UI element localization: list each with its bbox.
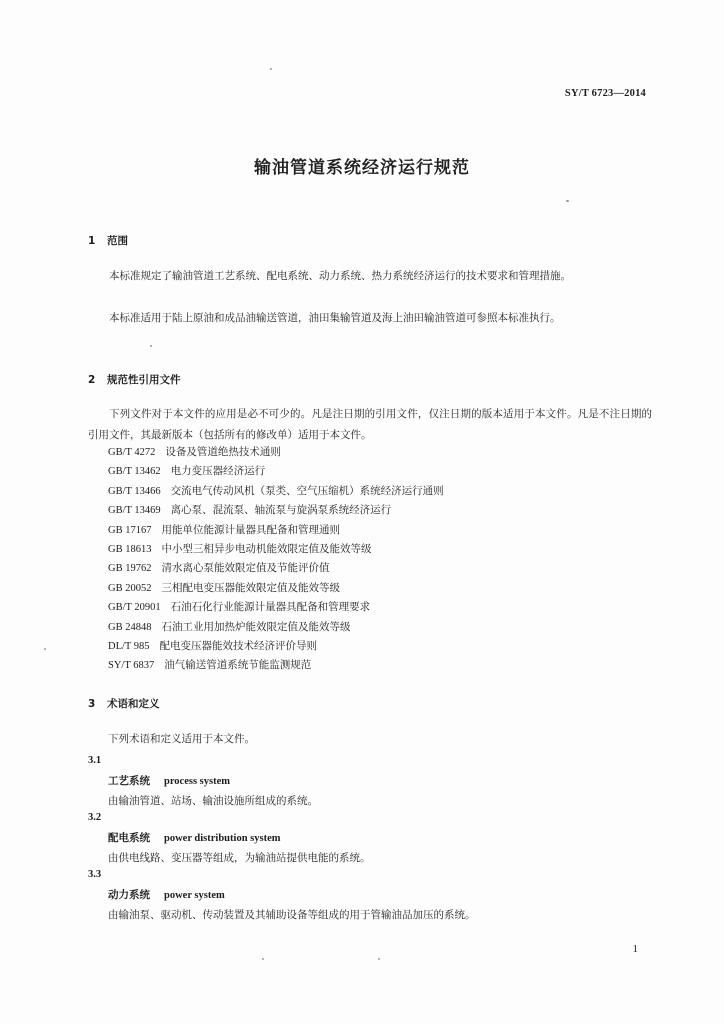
reference-item [108, 598, 444, 617]
reference-title: 油气输送管道系统节能监测规范 [164, 659, 312, 672]
section-title: 规范性引用文件 [107, 374, 181, 386]
reference-code: DL/T 985 [108, 640, 150, 652]
standard-code: SY/T 6723—2014 [564, 88, 646, 99]
section-number: 2 [88, 374, 96, 386]
reference-item [108, 637, 444, 656]
term-name [108, 887, 225, 902]
reference-code: GB 19762 [108, 563, 152, 575]
reference-item [108, 540, 444, 559]
reference-item [108, 656, 444, 675]
reference-title: 石油工业用加热炉能效限定值及能效等级 [161, 620, 351, 633]
reference-code: GB/T 13466 [108, 485, 161, 497]
term-name [108, 830, 280, 845]
reference-title: 中小型三相异步电动机能效限定值及能效等级 [161, 542, 372, 555]
term-name [108, 773, 230, 788]
reference-title: 离心泵、混流泵、轴流泵与旋涡泵系统经济运行 [170, 504, 392, 517]
section-3-heading [88, 696, 160, 711]
document-title: 输油管道系统经济运行规范 [254, 158, 470, 178]
term-name-zh: 工艺系统 [108, 775, 150, 787]
reference-code: GB 18613 [108, 543, 152, 555]
term-definition: 由输油管道、站场、输油设施所组成的系统。 [108, 795, 318, 807]
reference-item [108, 462, 444, 481]
scan-speck [44, 648, 46, 650]
reference-title: 配电变压器能效技术经济评价导则 [159, 639, 318, 652]
page-number: 1 [632, 943, 638, 955]
section-2-heading [88, 372, 181, 387]
section-1-paragraph-1: 本标准规定了输油管道工艺系统、配电系统、动力系统、热力系统经济运行的技术要求和管理措施。 [109, 270, 571, 282]
term-number: 3.3 [88, 869, 102, 880]
section-title: 范围 [107, 235, 128, 247]
scan-speck [262, 958, 264, 960]
term-name-zh: 动力系统 [108, 889, 150, 901]
section-1-heading [88, 233, 128, 248]
scan-speck [270, 68, 272, 70]
reference-code: GB 17167 [108, 524, 152, 536]
section-number: 1 [88, 235, 96, 247]
reference-item [108, 559, 444, 578]
reference-title: 交流电气传动风机（泵类、空气压缩机）系统经济运行通则 [170, 484, 444, 497]
reference-code: GB/T 13469 [108, 505, 161, 517]
reference-code: GB/T 13462 [108, 466, 161, 478]
scan-speck [566, 200, 569, 202]
scan-speck [150, 345, 152, 347]
reference-item [108, 501, 444, 520]
reference-item [108, 579, 444, 598]
reference-title: 清水离心泵能效限定值及节能评价值 [161, 562, 330, 575]
reference-code: SY/T 6837 [108, 660, 155, 672]
reference-item [108, 443, 444, 462]
term-name-zh: 配电系统 [108, 832, 150, 844]
term-name-en: power system [164, 890, 225, 901]
reference-code: GB/T 20901 [108, 602, 161, 614]
section-2-paragraph-1: 下列文件对于本文件的应用是必不可少的。凡是注日期的引用文件，仅注日期的版本适用于本文件。凡是不注日期的引用文件，其最新版本（包括所有的修改单）适用于本文件。 [88, 408, 652, 441]
term-name-en: process system [164, 776, 231, 787]
normative-references-list [108, 443, 444, 676]
reference-title: 电力变压器经济运行 [170, 465, 266, 478]
reference-title: 设备及管道绝热技术通则 [165, 446, 281, 458]
section-1-paragraph-2: 本标准适用于陆上原油和成品油输送管道，油田集输管道及海上油田输油管道可参照本标准执行。 [109, 312, 561, 324]
reference-code: GB/T 4272 [108, 447, 156, 458]
reference-title: 三相配电变压器能效限定值及能效等级 [161, 581, 340, 594]
term-number: 3.1 [88, 755, 102, 766]
section-number: 3 [88, 698, 96, 710]
reference-title: 石油石化行业能源计量器具配备和管理要求 [170, 601, 371, 614]
section-3-paragraph-1: 下列术语和定义适用于本文件。 [108, 733, 255, 745]
reference-code: GB 24848 [108, 621, 152, 633]
scan-speck [378, 958, 380, 960]
reference-item [108, 521, 444, 540]
term-number: 3.2 [88, 812, 102, 823]
reference-item [108, 482, 444, 501]
reference-title: 用能单位能源计量器具配备和管理通则 [161, 523, 340, 536]
term-definition: 由供电线路、变压器等组成，为输油站提供电能的系统。 [108, 852, 371, 864]
reference-code: GB 20052 [108, 582, 152, 594]
reference-item [108, 618, 444, 637]
term-definition: 由输油泵、驱动机、传动装置及其辅助设备等组成的用于管输油品加压的系统。 [108, 909, 476, 921]
section-title: 术语和定义 [107, 698, 160, 710]
term-name-en: power distribution system [164, 833, 281, 844]
